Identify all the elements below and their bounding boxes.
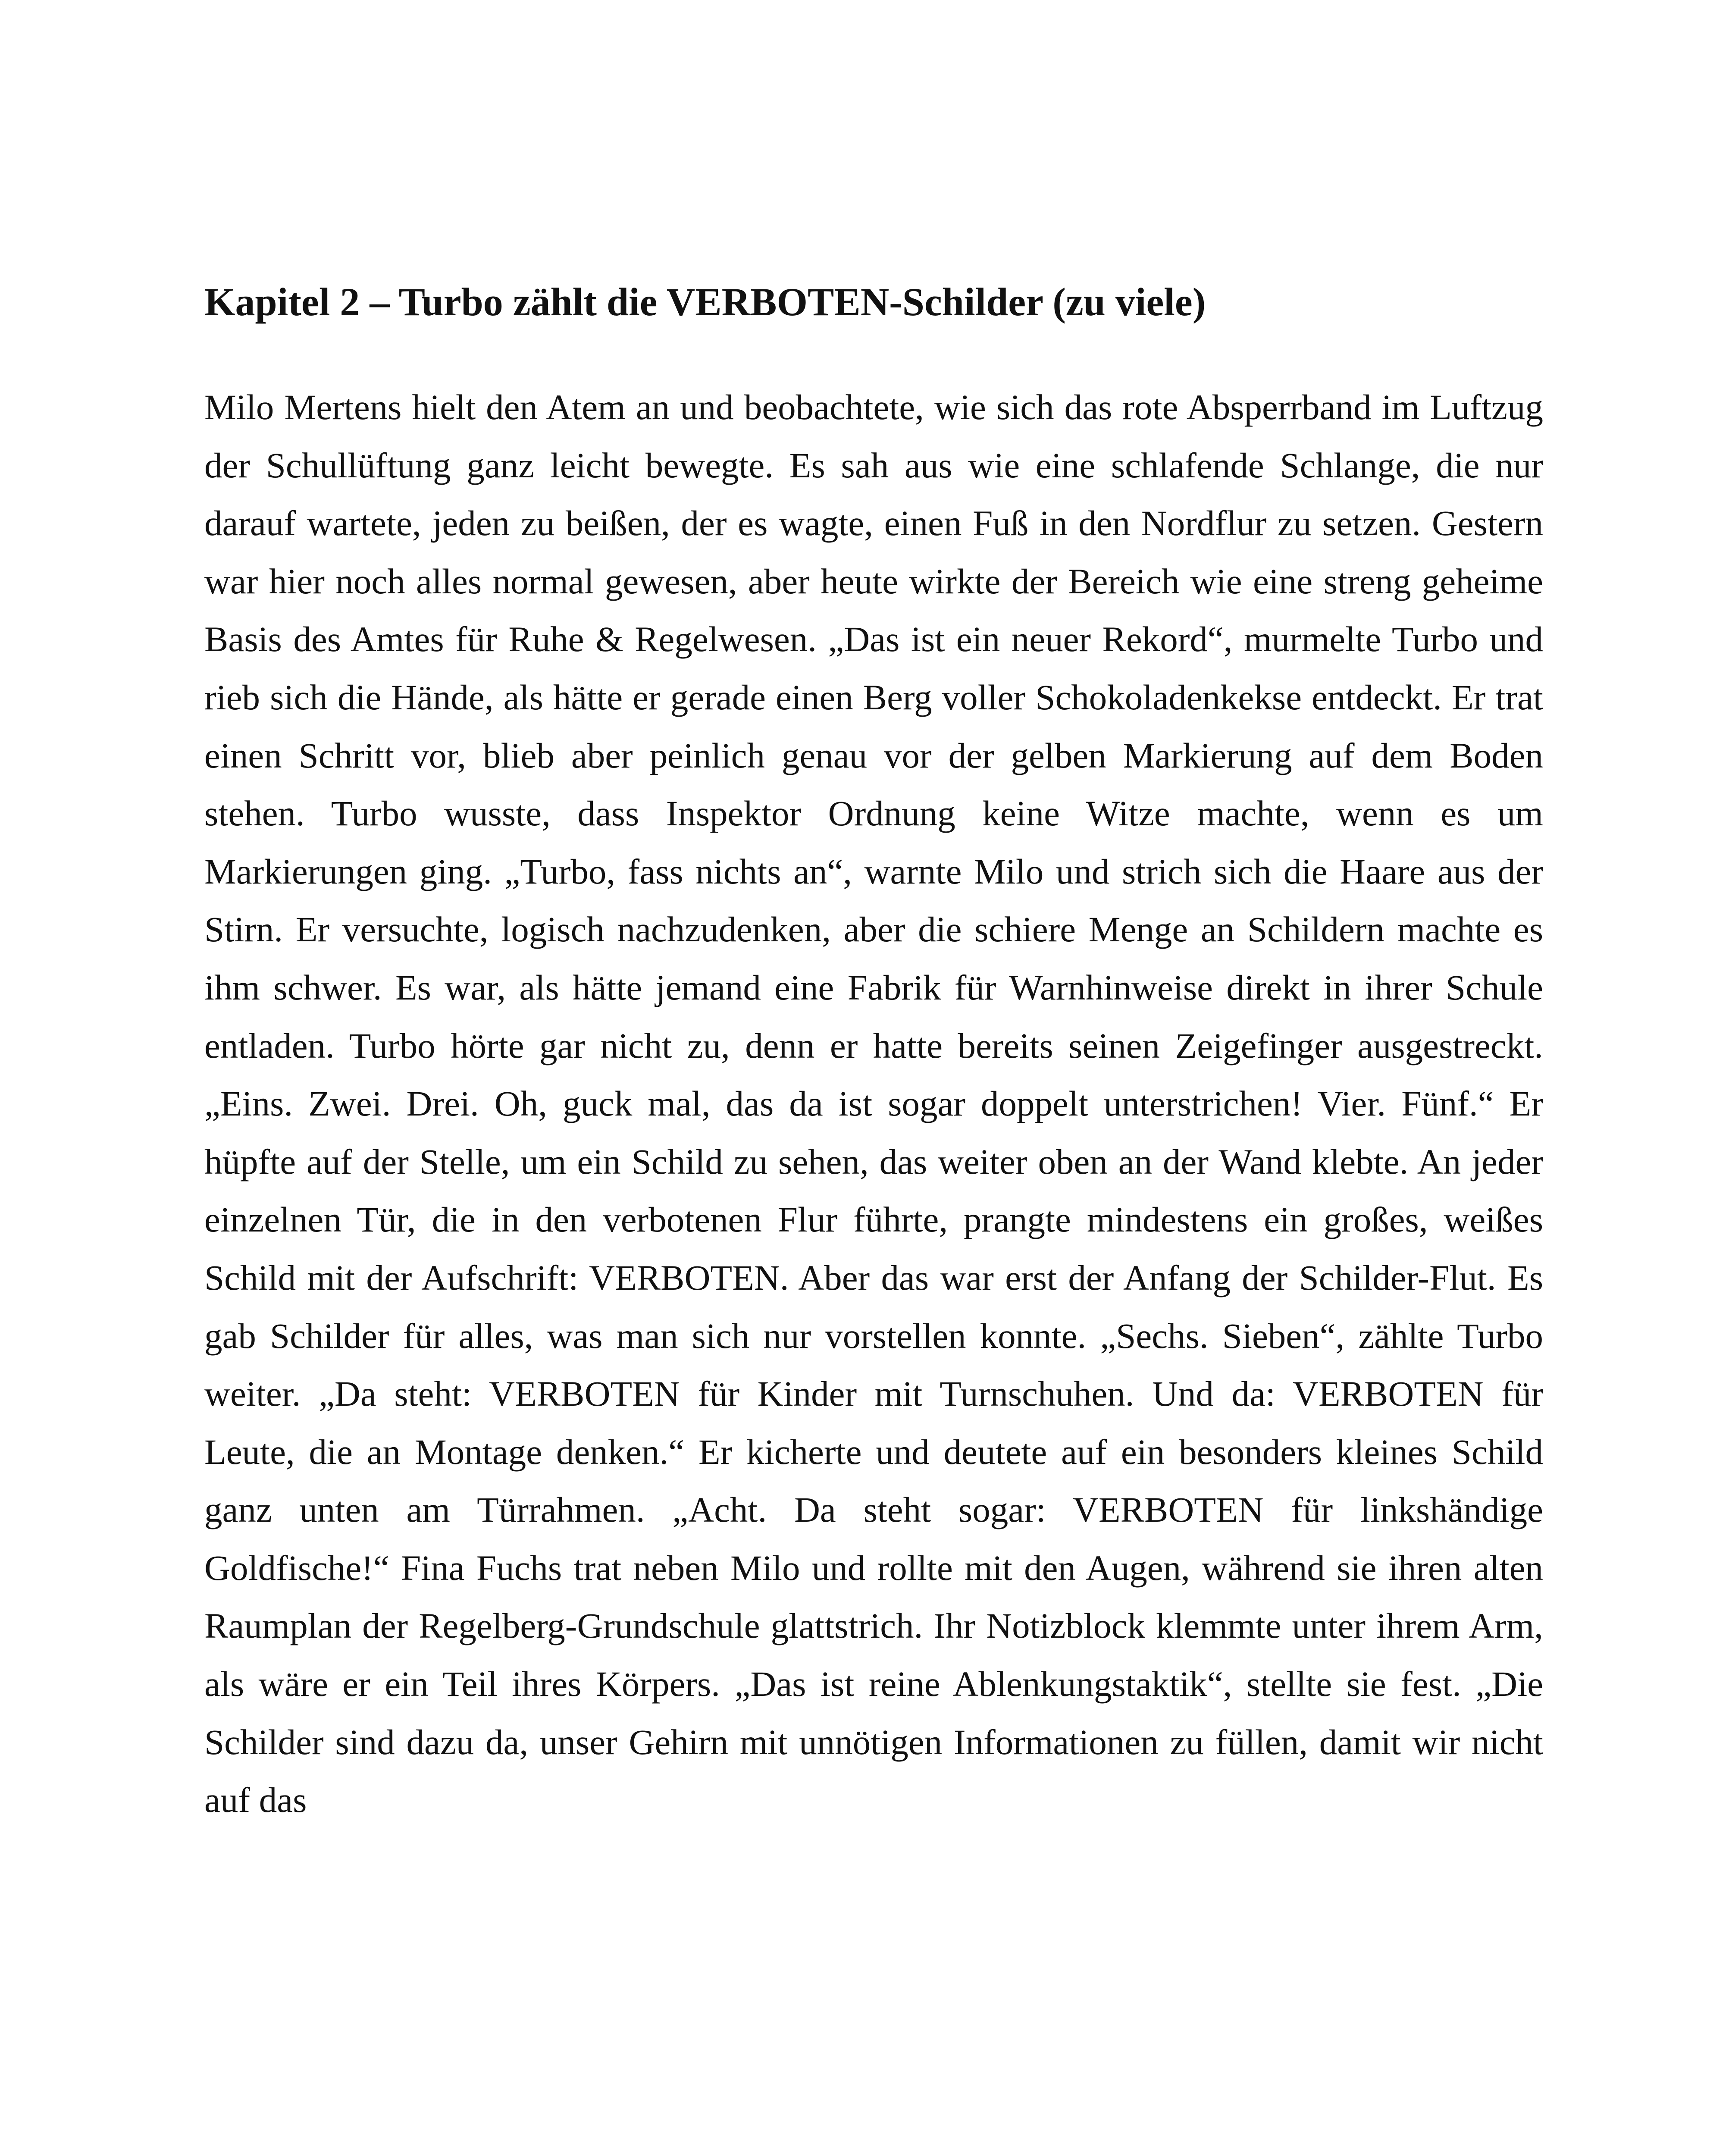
- body-paragraph: Milo Mertens hielt den Atem an und beobachtete, wie sich das rote Absperrband im Luftzug der Schullüftung ganz leicht bewegte. Es sah aus wie eine schlafende Schlange, die nur darauf wartete, jeden zu beißen, der es wagte, einen Fuß in den Nordflur zu setzen. Gestern war hier noch alles normal gewesen, aber heute wirkte der Bereich wie eine streng geheime Basis des Amtes für Ruhe & Regelwesen. „Das ist ein neuer Rekord“, murmelte Turbo und rieb sich die Hände, als hätte er gerade einen Berg voller Schokoladenkekse entdeckt. Er trat einen Schritt vor, blieb aber peinlich genau vor der gelben Markierung auf dem Boden stehen. Turbo wusste, dass Inspektor Ordnung keine Witze machte, wenn es um Markierungen ging. „Turbo, fass nichts an“, warnte Milo und strich sich die Haare aus der Stirn. Er versuchte, logisch nachzudenken, aber die schiere Menge an Schildern machte es ihm schwer. Es war, als hätte jemand eine Fabrik für Warnhinweise direkt in ihrer Schule entladen. Turbo hörte gar nicht zu, denn er hatte bereits seinen Zeigefinger ausgestreckt. „Eins. Zwei. Drei. Oh, guck mal, das da ist sogar doppelt unterstrichen! Vier. Fünf.“ Er hüpfte auf der Stelle, um ein Schild zu sehen, das weiter oben an der Wand klebte. An jeder einzelnen Tür, die in den verbotenen Flur führte, prangte mindestens ein großes, weißes Schild mit der Aufschrift: VERBOTEN. Aber das war erst der Anfang der Schilder-Flut. Es gab Schilder für alles, was man sich nur vorstellen konnte. „Sechs. Sieben“, zählte Turbo weiter. „Da steht: VERBOTEN für Kinder mit Turnschuhen. Und da: VERBOTEN für Leute, die an Montage denken.“ Er kicherte und deutete auf ein besonders kleines Schild ganz unten am Türrahmen. „Acht. Da steht sogar: VERBOTEN für linkshändige Goldfische!“ Fina Fuchs trat neben Milo und rollte mit den Augen, während sie ihren alten Raumplan der Regelberg-Grundschule glattstrich. Ihr Notizblock klemmte unter ihrem Arm, als wäre er ein Teil ihres Körpers. „Das ist reine Ablenkungstaktik“, stellte sie fest. „Die Schilder sind dazu da, unser Gehirn mit unnötigen Informationen zu füllen, damit wir nicht auf das: [204, 387, 1543, 1820]
- chapter-title: Kapitel 2 – Turbo zählt die VERBOTEN-Schilder (zu viele): [204, 280, 1206, 324]
